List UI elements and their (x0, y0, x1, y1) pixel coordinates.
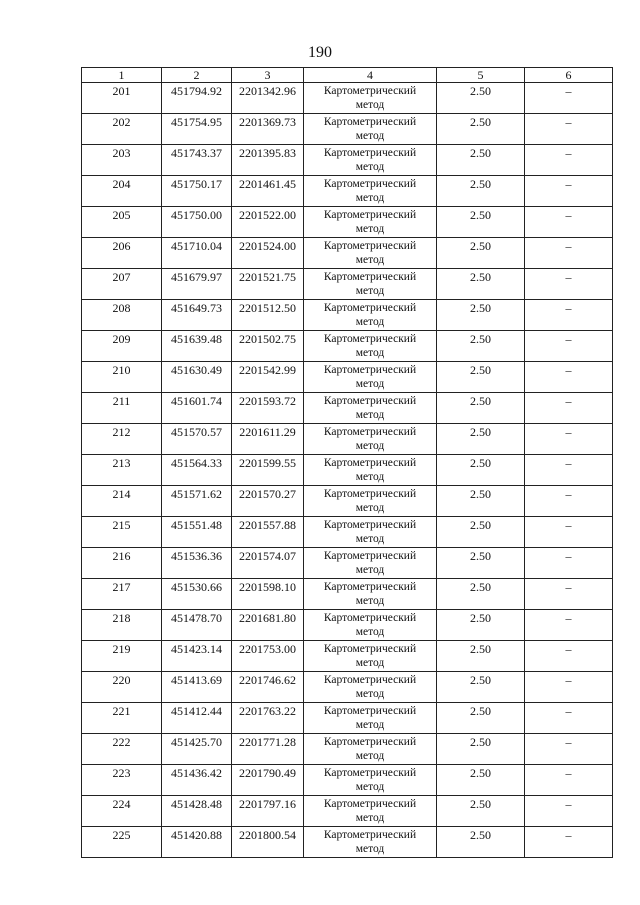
coord-x-cell: 451679.97 (162, 269, 232, 300)
method-line-1: Картометрический (323, 426, 417, 438)
method-cell (304, 641, 437, 672)
column-header-1: 1 (82, 68, 162, 83)
table-row (82, 269, 613, 300)
note-cell: – (525, 548, 613, 579)
method-line-2: метод (355, 254, 385, 266)
coord-y-cell: 2201557.88 (232, 517, 304, 548)
method-cell (304, 672, 437, 703)
point-number-cell: 205 (82, 207, 162, 238)
table-row (82, 238, 613, 269)
method-line-1: Картометрический (323, 581, 417, 593)
method-line-2: метод (355, 378, 385, 390)
table-row (82, 579, 613, 610)
table-row (82, 362, 613, 393)
method-cell (304, 393, 437, 424)
page-number: 190 (308, 44, 332, 61)
point-number-cell: 225 (82, 827, 162, 858)
precision-cell: 2.50 (437, 827, 525, 858)
coord-y-cell: 2201542.99 (232, 362, 304, 393)
point-number-cell: 207 (82, 269, 162, 300)
table-body (82, 83, 613, 858)
precision-cell: 2.50 (437, 579, 525, 610)
table-row (82, 827, 613, 858)
method-cell (304, 827, 437, 858)
coord-y-cell: 2201522.00 (232, 207, 304, 238)
point-number-cell: 201 (82, 83, 162, 114)
precision-cell: 2.50 (437, 486, 525, 517)
point-number-cell: 203 (82, 145, 162, 176)
coord-y-cell: 2201797.16 (232, 796, 304, 827)
method-line-1: Картометрический (323, 643, 417, 655)
coord-x-cell: 451428.48 (162, 796, 232, 827)
coord-x-cell: 451425.70 (162, 734, 232, 765)
point-number-cell: 204 (82, 176, 162, 207)
method-cell (304, 331, 437, 362)
method-line-2: метод (355, 781, 385, 793)
table-row (82, 641, 613, 672)
method-line-1: Картометрический (323, 116, 417, 128)
coord-x-cell: 451420.88 (162, 827, 232, 858)
method-cell (304, 207, 437, 238)
method-line-1: Картометрический (323, 302, 417, 314)
method-line-1: Картометрический (323, 333, 417, 345)
coord-x-cell: 451536.36 (162, 548, 232, 579)
method-line-2: метод (355, 719, 385, 731)
method-cell (304, 765, 437, 796)
coord-y-cell: 2201753.00 (232, 641, 304, 672)
table-row (82, 300, 613, 331)
method-line-2: метод (355, 595, 385, 607)
coord-x-cell: 451436.42 (162, 765, 232, 796)
coord-x-cell: 451571.62 (162, 486, 232, 517)
note-cell: – (525, 145, 613, 176)
coord-y-cell: 2201611.29 (232, 424, 304, 455)
precision-cell: 2.50 (437, 641, 525, 672)
method-line-2: метод (355, 130, 385, 142)
point-number-cell: 220 (82, 672, 162, 703)
precision-cell: 2.50 (437, 83, 525, 114)
method-cell (304, 796, 437, 827)
note-cell: – (525, 331, 613, 362)
table-row (82, 455, 613, 486)
coord-x-cell: 451478.70 (162, 610, 232, 641)
coord-x-cell: 451530.66 (162, 579, 232, 610)
note-cell: – (525, 362, 613, 393)
coord-y-cell: 2201800.54 (232, 827, 304, 858)
point-number-cell: 218 (82, 610, 162, 641)
point-number-cell: 208 (82, 300, 162, 331)
coord-y-cell: 2201521.75 (232, 269, 304, 300)
method-line-2: метод (355, 161, 385, 173)
precision-cell: 2.50 (437, 548, 525, 579)
method-cell (304, 300, 437, 331)
coord-x-cell: 451750.17 (162, 176, 232, 207)
method-cell (304, 362, 437, 393)
coord-x-cell: 451630.49 (162, 362, 232, 393)
note-cell: – (525, 610, 613, 641)
point-number-cell: 214 (82, 486, 162, 517)
method-cell (304, 455, 437, 486)
coord-y-cell: 2201395.83 (232, 145, 304, 176)
point-number-cell: 209 (82, 331, 162, 362)
method-line-2: метод (355, 285, 385, 297)
coord-y-cell: 2201593.72 (232, 393, 304, 424)
coord-x-cell: 451564.33 (162, 455, 232, 486)
method-line-2: метод (355, 192, 385, 204)
precision-cell: 2.50 (437, 455, 525, 486)
method-line-2: метод (355, 409, 385, 421)
table-row (82, 765, 613, 796)
coord-x-cell: 451551.48 (162, 517, 232, 548)
coord-y-cell: 2201598.10 (232, 579, 304, 610)
table-row (82, 796, 613, 827)
note-cell: – (525, 672, 613, 703)
coord-y-cell: 2201574.07 (232, 548, 304, 579)
coord-x-cell: 451649.73 (162, 300, 232, 331)
note-cell: – (525, 734, 613, 765)
column-header-6: 6 (525, 68, 613, 83)
precision-cell: 2.50 (437, 331, 525, 362)
precision-cell: 2.50 (437, 765, 525, 796)
note-cell: – (525, 579, 613, 610)
note-cell: – (525, 796, 613, 827)
method-cell (304, 145, 437, 176)
point-number-cell: 222 (82, 734, 162, 765)
coord-x-cell: 451750.00 (162, 207, 232, 238)
coord-y-cell: 2201746.62 (232, 672, 304, 703)
method-line-1: Картометрический (323, 178, 417, 190)
coord-y-cell: 2201512.50 (232, 300, 304, 331)
point-number-cell: 211 (82, 393, 162, 424)
method-line-1: Картометрический (323, 736, 417, 748)
method-cell (304, 703, 437, 734)
method-line-1: Картометрический (323, 240, 417, 252)
coord-x-cell: 451743.37 (162, 145, 232, 176)
method-line-1: Картометрический (323, 457, 417, 469)
method-line-1: Картометрический (323, 519, 417, 531)
table-row (82, 517, 613, 548)
method-line-1: Картометрический (323, 147, 417, 159)
method-line-2: метод (355, 440, 385, 452)
method-cell (304, 579, 437, 610)
table-row (82, 331, 613, 362)
coord-y-cell: 2201790.49 (232, 765, 304, 796)
method-cell (304, 548, 437, 579)
method-cell (304, 238, 437, 269)
method-line-1: Картометрический (323, 829, 417, 841)
method-line-2: метод (355, 812, 385, 824)
point-number-cell: 213 (82, 455, 162, 486)
method-cell (304, 114, 437, 145)
note-cell: – (525, 300, 613, 331)
note-cell: – (525, 827, 613, 858)
column-header-3: 3 (232, 68, 304, 83)
coord-y-cell: 2201599.55 (232, 455, 304, 486)
precision-cell: 2.50 (437, 517, 525, 548)
coord-x-cell: 451423.14 (162, 641, 232, 672)
method-cell (304, 176, 437, 207)
point-number-cell: 217 (82, 579, 162, 610)
precision-cell: 2.50 (437, 114, 525, 145)
method-line-1: Картометрический (323, 767, 417, 779)
table-row (82, 114, 613, 145)
method-line-1: Картометрический (323, 209, 417, 221)
note-cell: – (525, 517, 613, 548)
method-cell (304, 269, 437, 300)
coordinates-table (81, 67, 613, 858)
method-line-1: Картометрический (323, 705, 417, 717)
method-cell (304, 486, 437, 517)
method-line-2: метод (355, 347, 385, 359)
method-line-2: метод (355, 223, 385, 235)
coord-y-cell: 2201369.73 (232, 114, 304, 145)
note-cell: – (525, 176, 613, 207)
coord-y-cell: 2201502.75 (232, 331, 304, 362)
note-cell: – (525, 393, 613, 424)
method-line-2: метод (355, 657, 385, 669)
precision-cell: 2.50 (437, 238, 525, 269)
method-line-1: Картометрический (323, 395, 417, 407)
coord-x-cell: 451412.44 (162, 703, 232, 734)
method-line-2: метод (355, 750, 385, 762)
table-row (82, 145, 613, 176)
note-cell: – (525, 424, 613, 455)
method-cell (304, 83, 437, 114)
precision-cell: 2.50 (437, 610, 525, 641)
point-number-cell: 215 (82, 517, 162, 548)
method-line-1: Картометрический (323, 364, 417, 376)
coord-x-cell: 451639.48 (162, 331, 232, 362)
note-cell: – (525, 765, 613, 796)
column-header-5: 5 (437, 68, 525, 83)
point-number-cell: 216 (82, 548, 162, 579)
table-row (82, 207, 613, 238)
column-header-2: 2 (162, 68, 232, 83)
note-cell: – (525, 269, 613, 300)
method-line-2: метод (355, 688, 385, 700)
method-line-2: метод (355, 626, 385, 638)
method-line-2: метод (355, 564, 385, 576)
method-cell (304, 610, 437, 641)
point-number-cell: 212 (82, 424, 162, 455)
precision-cell: 2.50 (437, 672, 525, 703)
point-number-cell: 219 (82, 641, 162, 672)
method-line-2: метод (355, 99, 385, 111)
note-cell: – (525, 207, 613, 238)
precision-cell: 2.50 (437, 796, 525, 827)
table-row (82, 610, 613, 641)
method-line-2: метод (355, 471, 385, 483)
precision-cell: 2.50 (437, 703, 525, 734)
coord-y-cell: 2201570.27 (232, 486, 304, 517)
method-line-1: Картометрический (323, 798, 417, 810)
precision-cell: 2.50 (437, 269, 525, 300)
method-line-1: Картометрический (323, 271, 417, 283)
column-header-4: 4 (304, 68, 437, 83)
coord-x-cell: 451754.95 (162, 114, 232, 145)
precision-cell: 2.50 (437, 734, 525, 765)
method-cell (304, 424, 437, 455)
coord-x-cell: 451601.74 (162, 393, 232, 424)
table-header-row (82, 68, 613, 83)
table-row (82, 672, 613, 703)
method-line-2: метод (355, 316, 385, 328)
coord-y-cell: 2201763.22 (232, 703, 304, 734)
coord-y-cell: 2201771.28 (232, 734, 304, 765)
coord-x-cell: 451570.57 (162, 424, 232, 455)
point-number-cell: 210 (82, 362, 162, 393)
precision-cell: 2.50 (437, 393, 525, 424)
point-number-cell: 221 (82, 703, 162, 734)
coord-x-cell: 451413.69 (162, 672, 232, 703)
precision-cell: 2.50 (437, 424, 525, 455)
precision-cell: 2.50 (437, 145, 525, 176)
table-row (82, 83, 613, 114)
table-row (82, 734, 613, 765)
table-row (82, 393, 613, 424)
coord-x-cell: 451794.92 (162, 83, 232, 114)
note-cell: – (525, 455, 613, 486)
method-line-2: метод (355, 843, 385, 855)
table-row (82, 486, 613, 517)
method-cell (304, 517, 437, 548)
precision-cell: 2.50 (437, 300, 525, 331)
note-cell: – (525, 703, 613, 734)
note-cell: – (525, 238, 613, 269)
table-row (82, 703, 613, 734)
point-number-cell: 224 (82, 796, 162, 827)
coord-y-cell: 2201681.80 (232, 610, 304, 641)
table-row (82, 548, 613, 579)
point-number-cell: 223 (82, 765, 162, 796)
table-row (82, 424, 613, 455)
coord-y-cell: 2201524.00 (232, 238, 304, 269)
coord-y-cell: 2201461.45 (232, 176, 304, 207)
note-cell: – (525, 486, 613, 517)
method-line-1: Картометрический (323, 85, 417, 97)
precision-cell: 2.50 (437, 362, 525, 393)
note-cell: – (525, 641, 613, 672)
method-line-1: Картометрический (323, 550, 417, 562)
method-line-1: Картометрический (323, 488, 417, 500)
precision-cell: 2.50 (437, 207, 525, 238)
note-cell: – (525, 83, 613, 114)
point-number-cell: 202 (82, 114, 162, 145)
note-cell: – (525, 114, 613, 145)
point-number-cell: 206 (82, 238, 162, 269)
table-row (82, 176, 613, 207)
method-cell (304, 734, 437, 765)
method-line-1: Картометрический (323, 612, 417, 624)
precision-cell: 2.50 (437, 176, 525, 207)
method-line-2: метод (355, 502, 385, 514)
coord-y-cell: 2201342.96 (232, 83, 304, 114)
method-line-1: Картометрический (323, 674, 417, 686)
coord-x-cell: 451710.04 (162, 238, 232, 269)
method-line-2: метод (355, 533, 385, 545)
